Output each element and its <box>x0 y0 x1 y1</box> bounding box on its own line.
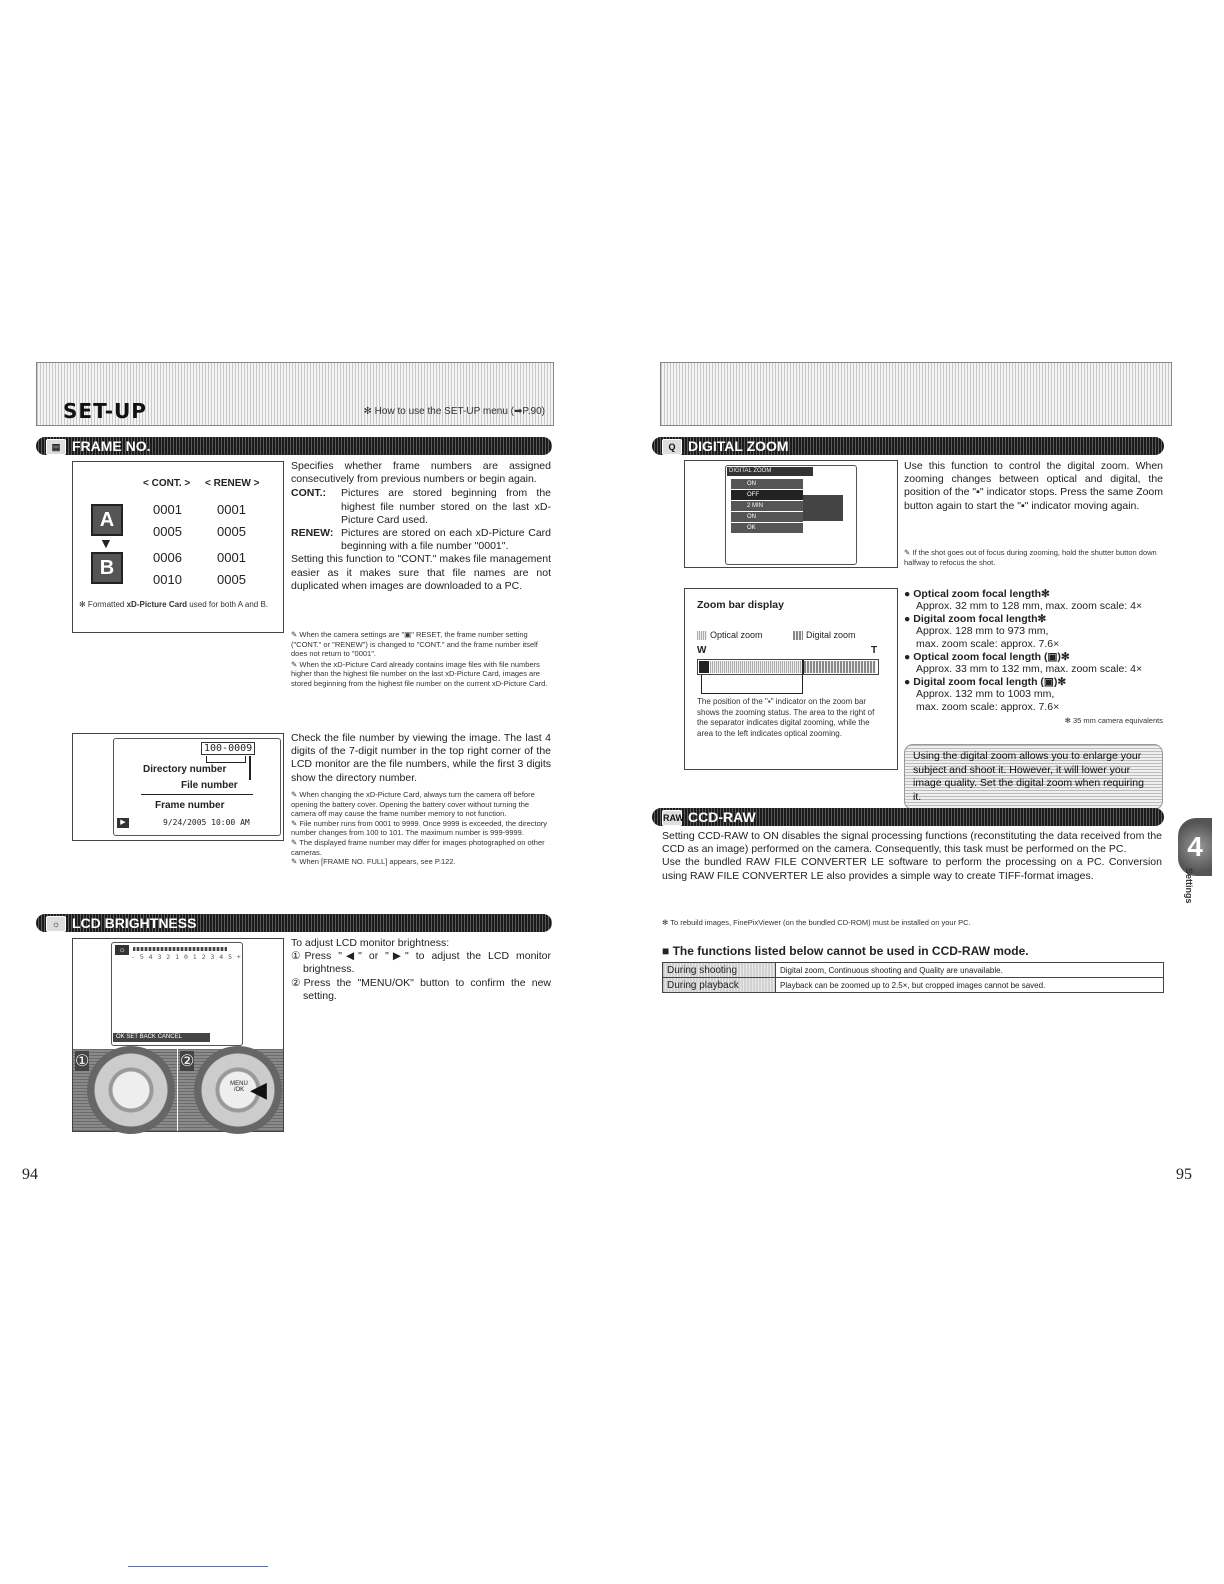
renew-def: Pictures are stored on each xD-Picture Card beginning with a file number "0001". <box>341 527 551 553</box>
frame-label: Frame number <box>155 800 225 811</box>
playback-icon: ▶ <box>117 818 129 828</box>
cont-def: Pictures are stored beginning from the highest file number stored on the last xD-Picture Card used. <box>341 487 551 526</box>
directory-bracket <box>206 756 246 763</box>
cont-value: 0005 <box>153 524 182 539</box>
spec-item <box>904 676 1163 714</box>
optical-legend-swatch <box>697 631 707 640</box>
digital-zoom-heading <box>652 437 1164 455</box>
directory-label: Directory number <box>143 764 227 775</box>
spec-line: Approx. 32 mm to 128 mm, max. zoom scale: 4× <box>916 600 1143 612</box>
note-item: ✎ File number runs from 0001 to 9999. Once 9999 is exceeded, the directory number changes from 100 to 101. The maximum number is 999-9999. <box>291 818 548 838</box>
file-label: File number <box>181 780 238 791</box>
setting-text: Setting this function to "CONT." makes file management easier as it makes sure that file names are not duplicated when images are downloaded to a PC. <box>291 553 551 592</box>
frame-no-notes <box>291 630 551 689</box>
note-text: When the camera settings are "▣" RESET, the frame number setting ("CONT." or "RENEW") is changed to "CONT." and the frame number itself does not return to "0001". <box>291 630 538 659</box>
card-b-icon <box>91 552 123 584</box>
spec-line: max. zoom scale: approx. 7.6× <box>916 701 1060 713</box>
spec-title: ● Optical zoom focal length✻ <box>904 588 1050 600</box>
lcd-brightness-heading <box>36 914 552 932</box>
lcd-brightness-text <box>291 937 551 1003</box>
card-a-icon <box>91 504 123 536</box>
lcd-brightness-step-1: ①Press "◀" or "▶" to adjust the LCD monitor brightness. <box>291 950 551 976</box>
digital-zoom-menu-diagram <box>684 460 898 568</box>
lcd-datetime: 9/24/2005 10:00 AM <box>163 818 250 827</box>
note-item: ✎ When the xD-Picture Card already contains image files with file numbers higher than the highest file number on the last xD-Picture Card, images are stored beginning from the highest file number on the current xD-Picture Card. <box>291 659 548 688</box>
right-banner <box>660 362 1172 426</box>
separator-pointer-up <box>802 674 803 694</box>
note-item: ✎ The displayed frame number may differ for images photographed on other cameras. <box>291 837 545 857</box>
spec-title-text: Optical zoom focal length (▣)✻ <box>913 651 1070 663</box>
ccd-raw-paragraph-1: Setting CCD-RAW to ON disables the signal processing functions (reconstituting the data received from the CCD as an image) performed on the camera. Consequently, this task must be performed on the PC. <box>662 830 1162 856</box>
card-b-letter: B <box>99 557 115 579</box>
optical-legend: Optical zoom <box>710 630 763 640</box>
spec-title-text: Digital zoom focal length✻ <box>913 613 1047 625</box>
menu-item <box>731 479 803 489</box>
chapter-number: 4 <box>1187 831 1203 862</box>
dpad-icon <box>87 1046 175 1134</box>
ccd-raw-heading-text: CCD-RAW <box>688 809 756 825</box>
ok-set-text: OK SET BACK CANCEL <box>116 1034 182 1040</box>
focal-length-specs <box>904 588 1163 726</box>
spec-item <box>904 588 1163 613</box>
footnote-card: xD-Picture Card <box>126 600 188 609</box>
lcd-brightness-intro: To adjust LCD monitor brightness: <box>291 937 450 949</box>
row-label: During shooting <box>663 963 776 978</box>
frame-number-icon: ▤ <box>46 439 66 455</box>
menu-item-label: ON <box>747 481 756 487</box>
digital-legend: Digital zoom <box>806 630 856 640</box>
setup-menu-reference: ✻ How to use the SET-UP menu (➡P.90) <box>363 406 545 417</box>
frame-number-diagram <box>72 461 284 633</box>
footnote-post: used for both A and B. <box>187 600 269 609</box>
renew-value: 0005 <box>217 524 246 539</box>
functions-table <box>662 962 1164 993</box>
note-text: When the xD-Picture Card already contains image files with file numbers higher than the highest file number on the last xD-Picture Card, images are stored beginning from the highest file number on the current xD-Picture Card. <box>291 659 548 688</box>
digital-zoom-text: Use this function to control the digital zoom. When zooming changes between optical and digital, the position of the "▪" indicator stops. Press the same Zoom button again to start the "▪" indicator moving again. <box>904 460 1163 512</box>
menu-item-label: OFF <box>747 492 759 498</box>
note-item: ✎ When changing the xD-Picture Card, always turn the camera off before opening the battery cover. Opening the battery cover without turning the camera off may cause the frame number memory to not function. <box>291 790 535 819</box>
ccd-raw-heading <box>652 808 1164 826</box>
spec-title: ● Digital zoom focal length (▣)✻ <box>904 676 1067 688</box>
digital-legend-swatch <box>793 631 803 640</box>
separator-pointer <box>701 693 803 694</box>
page-number-right: 95 <box>1176 1166 1192 1183</box>
ccd-raw-text <box>662 830 1162 883</box>
spec-line: Approx. 33 mm to 132 mm, max. zoom scale: 4× <box>916 663 1143 675</box>
spec-line: Approx. 132 mm to 1003 mm, <box>916 688 1055 700</box>
footer-rule <box>128 1566 268 1567</box>
menu-title-text: DIGITAL ZOOM <box>729 468 772 474</box>
table-row <box>663 978 1164 993</box>
spec-title-text: Optical zoom focal length✻ <box>913 588 1050 600</box>
cont-value: 0001 <box>153 502 182 517</box>
spec-title: ● Optical zoom focal length (▣)✻ <box>904 651 1070 663</box>
menu-item-label: OK <box>747 525 756 531</box>
ccd-raw-functions-table <box>662 962 1164 993</box>
diagram-footnote <box>79 600 275 610</box>
step-1-marker: ① <box>75 1053 90 1070</box>
note-text: When changing the xD-Picture Card, always turn the camera off before opening the battery cover. Opening the battery cover without turning the camera off may cause the frame number memory to not function. <box>291 790 535 819</box>
ccd-raw-paragraph-2: Use the bundled RAW FILE CONVERTER LE software to perform the processing on a PC. Conversion using RAW FILE CONVERTER LE also provides a simple way to create TIFF-format images. <box>662 856 1162 882</box>
zoom-icon: Q <box>662 439 682 455</box>
file-pointer <box>141 794 253 795</box>
press-arrow-icon: ◀ <box>250 1077 267 1102</box>
menu-item-selected <box>731 490 803 500</box>
brightness-scale: - 5 4 3 2 1 0 1 2 3 4 5 + <box>131 953 242 961</box>
note-item: ✎ When [FRAME NO. FULL] appears, see P.122. <box>291 857 456 867</box>
indicator-pointer <box>701 674 702 694</box>
spec-item <box>904 651 1163 676</box>
file-number-notes <box>291 790 551 867</box>
camera-photo-1 <box>73 1049 178 1131</box>
ccd-raw-note: ✻ To rebuild images, FinePixViewer (on the bundled CD-ROM) must be installed on your PC. <box>662 918 971 927</box>
renew-value: 0001 <box>217 502 246 517</box>
row-value: Playback can be zoomed up to 2.5×, but cropped images cannot be saved. <box>776 978 1164 993</box>
brightness-badge-icon: ☼ <box>115 945 129 955</box>
table-row <box>663 963 1164 978</box>
ccd-raw-functions-heading: ■ The functions listed below cannot be used in CCD-RAW mode. <box>662 944 1029 958</box>
setup-banner <box>36 362 554 426</box>
menu-title-bar <box>727 467 813 476</box>
chapter-label: Settings <box>1184 868 1194 904</box>
note-text: File number runs from 0001 to 9999. Once 9999 is exceeded, the directory number changes from 100 to 101. The maximum number is 999-9999. <box>291 818 548 838</box>
frame-no-heading <box>36 437 552 455</box>
cont-label: < CONT. > <box>143 478 191 489</box>
zoom-bar-diagram <box>684 588 898 770</box>
digital-zoom-heading-text: DIGITAL ZOOM <box>688 438 789 454</box>
ok-set-bar <box>113 1033 210 1042</box>
renew-value: 0001 <box>217 550 246 565</box>
zoom-bar <box>697 659 879 675</box>
digital-zoom-note: ✎ If the shot goes out of focus during zooming, hold the shutter button down halfway to refocus the shot. <box>904 548 1157 567</box>
cont-definition <box>291 487 551 527</box>
brightness-icon: ☼ <box>46 916 66 932</box>
optical-section <box>710 661 802 673</box>
cont-value: 0006 <box>153 550 182 565</box>
frame-no-heading-text: FRAME NO. <box>72 438 151 454</box>
menu-item <box>731 512 803 522</box>
step-2-marker: ② <box>180 1053 195 1070</box>
lcd-brightness-heading-text: LCD BRIGHTNESS <box>72 915 197 931</box>
digital-section <box>804 661 876 673</box>
footnote-pre: ✻ Formatted <box>79 600 127 609</box>
note-text: The displayed frame number may differ for images photographed on other cameras. <box>291 837 545 857</box>
zoom-indicator-icon <box>699 661 709 673</box>
menu-item-label: 2 MIN <box>747 503 764 509</box>
zoom-w-label: W <box>697 645 707 656</box>
check-file-number-text: Check the file number by viewing the image. The last 4 digits of the 7-digit number in the top right corner of the LCD monitor are the file numbers, while the first 3 digits show the directory number. <box>291 732 551 784</box>
row-label: During playback <box>663 978 776 993</box>
menu-item <box>731 523 803 533</box>
arrow-down-icon: ▼ <box>99 535 113 551</box>
lcd-brightness-step-2: ②Press the "MENU/OK" button to confirm the new setting. <box>291 976 551 1002</box>
specs-footnote: ✻ 35 mm camera equivalents <box>1064 716 1163 725</box>
menu-items <box>731 479 803 533</box>
raw-icon: RAW <box>662 810 682 826</box>
renew-label: < RENEW > <box>205 478 260 489</box>
renew-definition <box>291 527 551 553</box>
directory-pointer <box>249 756 251 780</box>
note-text: If the shot goes out of focus during zooming, hold the shutter button down halfway to refocus the shot. <box>904 548 1157 567</box>
frame-no-description <box>291 460 551 593</box>
spec-item <box>904 613 1163 651</box>
menu-item <box>731 501 803 511</box>
spec-title: ● Digital zoom focal length✻ <box>904 613 1047 625</box>
brightness-slider <box>133 947 227 951</box>
digital-zoom-callout: Using the digital zoom allows you to enlarge your subject and shoot it. However, it will lower your image quality. Set the digital zoom when requiring it. <box>904 744 1163 810</box>
zoom-bar-title: Zoom bar display <box>697 599 784 611</box>
page-number-left: 94 <box>22 1166 38 1183</box>
row-value: Digital zoom, Continuous shooting and Quality are unavailable. <box>776 963 1164 978</box>
setup-title: SET-UP <box>63 399 147 423</box>
spec-line: Approx. 128 mm to 973 mm, <box>916 625 1049 637</box>
cont-value: 0010 <box>153 572 182 587</box>
zoom-t-label: T <box>871 645 878 656</box>
note-text: When [FRAME NO. FULL] appears, see P.122. <box>299 857 456 867</box>
card-a-letter: A <box>99 509 115 531</box>
renew-value: 0005 <box>217 572 246 587</box>
menu-ok-label: MENU /OK <box>230 1081 248 1093</box>
menu-item-label: ON <box>747 514 756 520</box>
file-code: 100-0009 <box>201 742 255 755</box>
zoom-bar-caption: The position of the "▪" indicator on the zoom bar shows the zooming status. The area to the right of the separator indicates digital zooming, while the area to the left indicates optical zooming. <box>697 697 875 738</box>
spec-title-text: Digital zoom focal length (▣)✻ <box>913 676 1067 688</box>
file-number-diagram <box>72 733 284 841</box>
spec-line: max. zoom scale: approx. 7.6× <box>916 638 1060 650</box>
camera-photo-2 <box>178 1049 283 1131</box>
frame-no-intro: Specifies whether frame numbers are assigned consecutively from previous numbers or begin again. <box>291 460 551 486</box>
submenu-panel <box>803 495 843 521</box>
lcd-brightness-diagram <box>72 938 284 1132</box>
cont-term: CONT.: <box>291 487 326 500</box>
note-item: ✎ When the camera settings are "▣" RESET, the frame number setting ("CONT." or "RENEW") is changed to "CONT." and the frame number itself does not return to "0001". <box>291 630 538 659</box>
renew-term: RENEW: <box>291 527 334 540</box>
